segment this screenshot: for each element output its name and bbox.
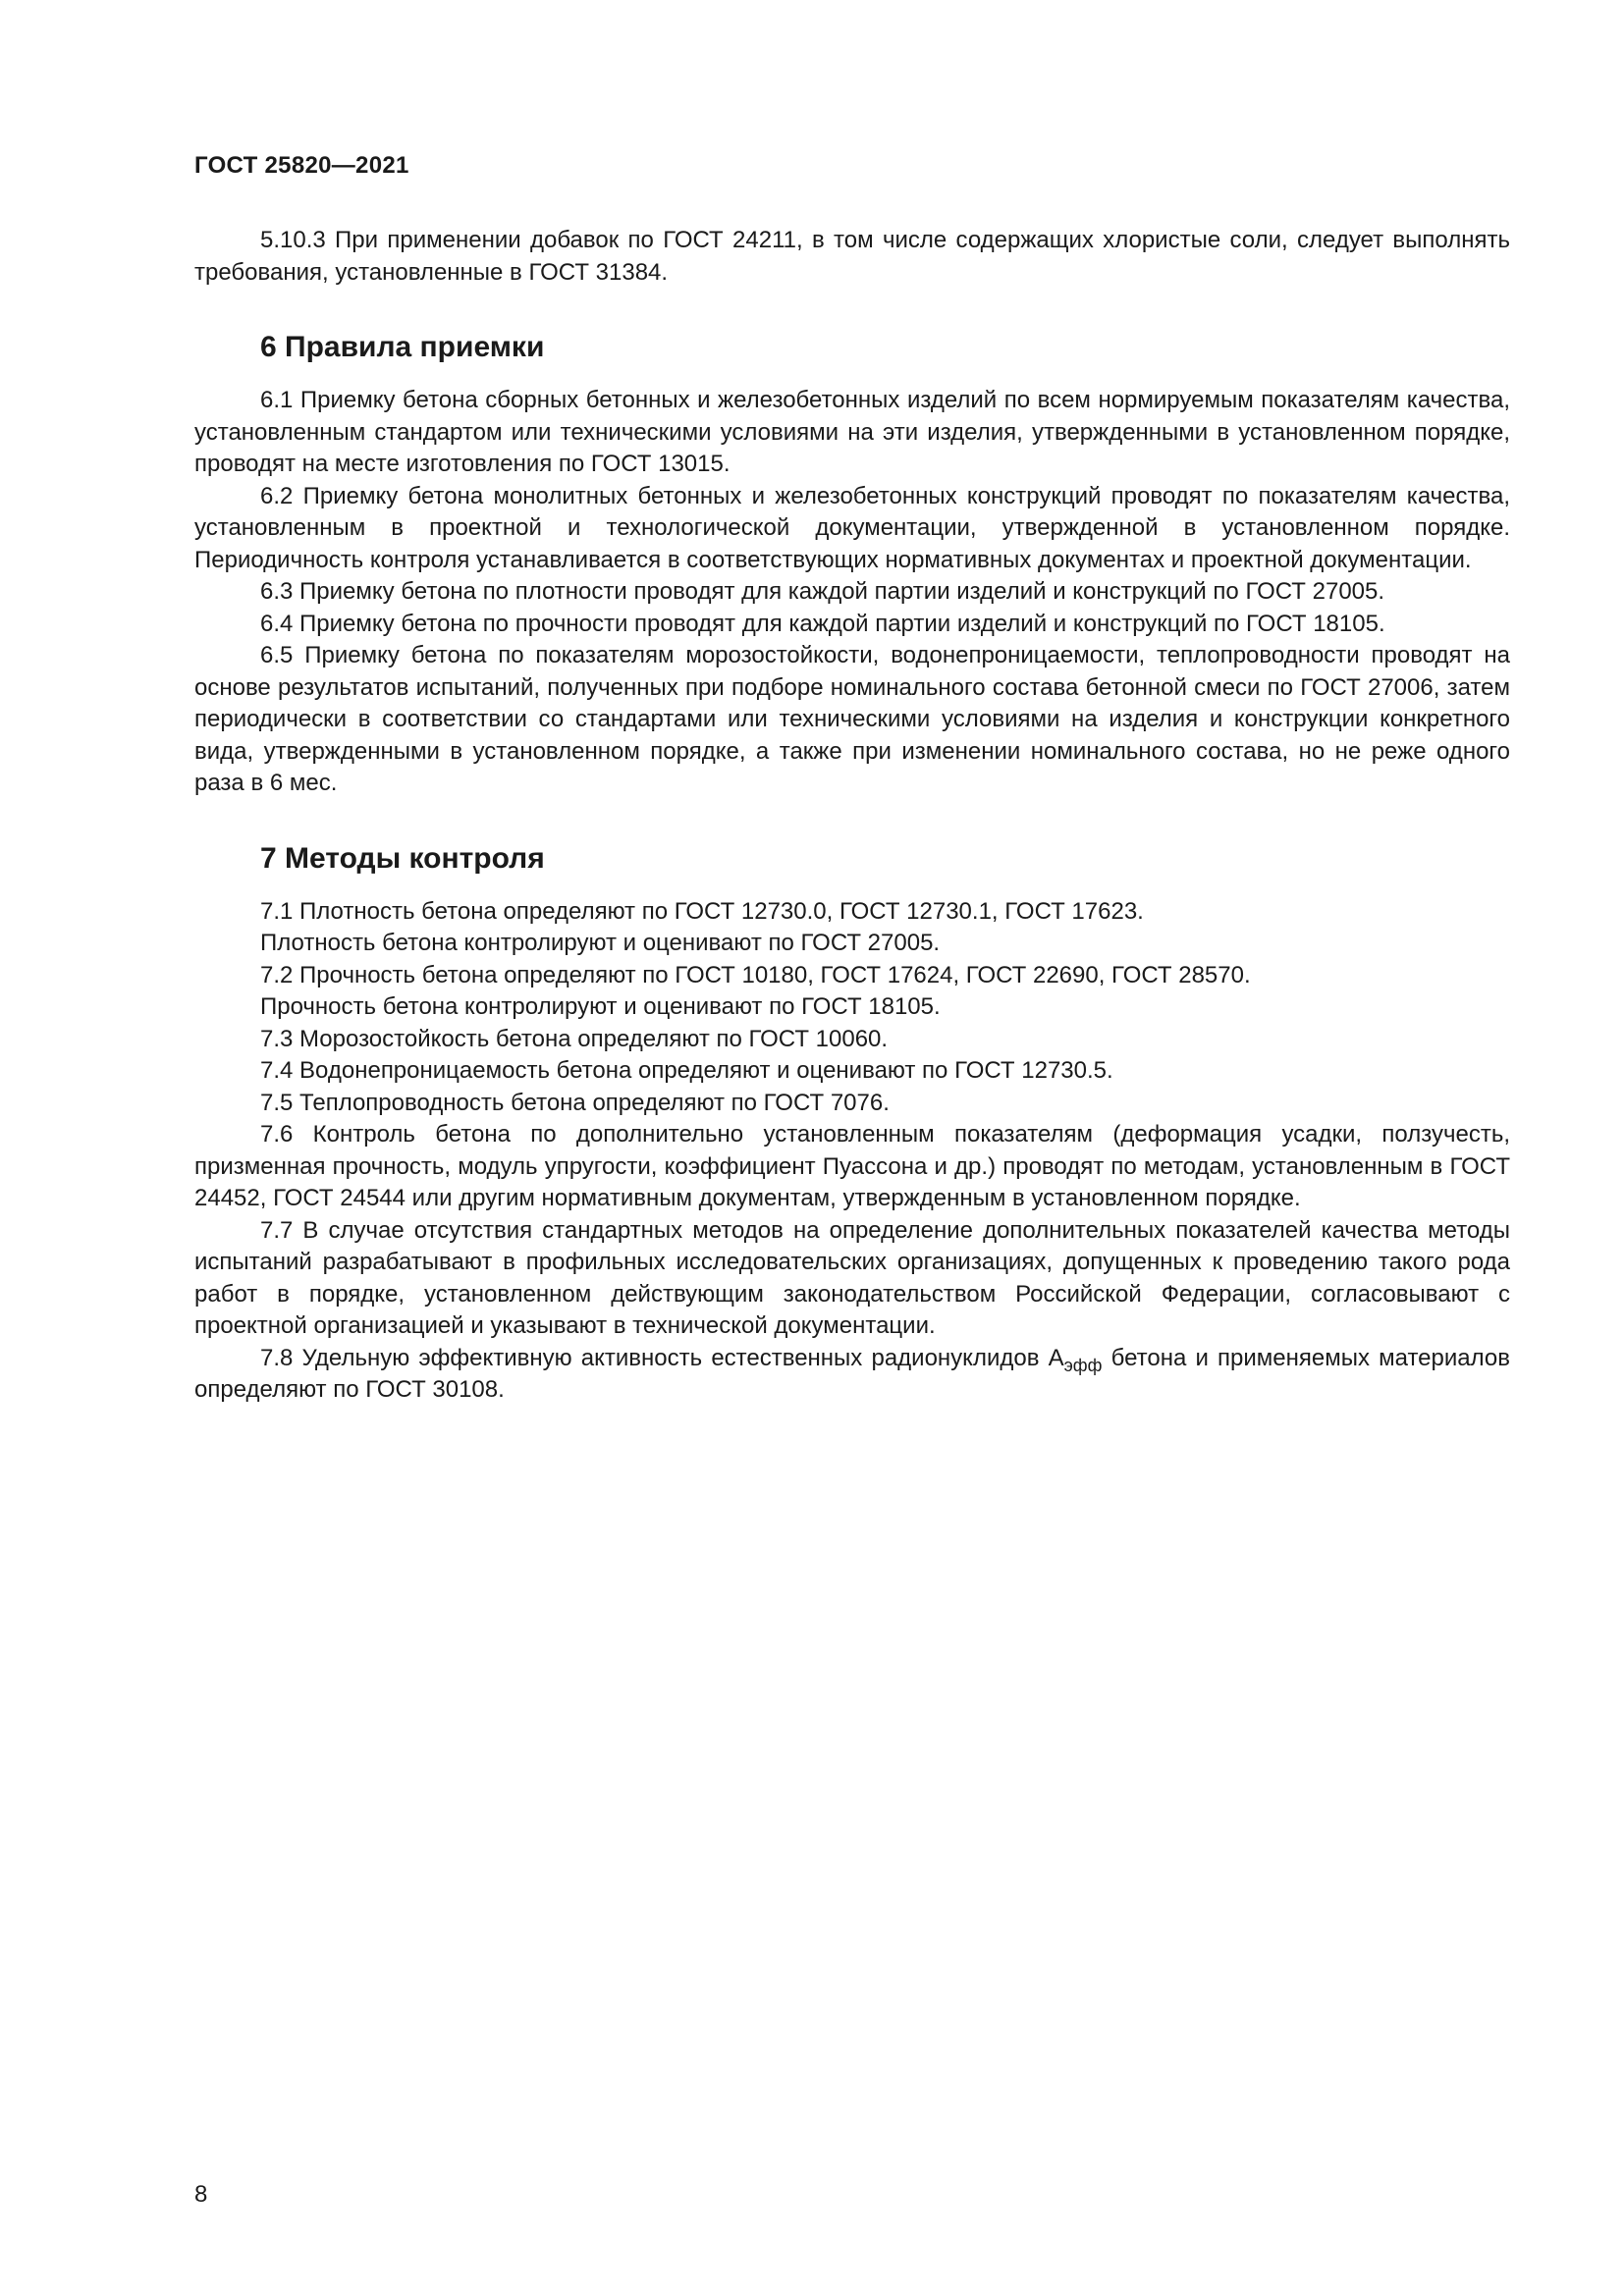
document-code-header: ГОСТ 25820—2021	[194, 152, 409, 179]
section-7-title: 7 Методы контроля	[260, 841, 545, 875]
paragraph-6-5: 6.5 Приемку бетона по показателям морозостойкости, водонепроницаемости, теплопроводности проводят на основе результатов испытаний, полученных при подборе номинального состава бетонной смеси по ГОСТ 27006, затем периодически в соответствии со стандартами или техническими условиями на изделия и конструкции конкретного вида, утвержденными в установленном порядке, а также при изменении номинального состава, но не реже одного раза в 6 мес.	[194, 642, 1510, 796]
paragraph-7-2-strength-control: Прочность бетона контролируют и оценивают по ГОСТ 18105.	[260, 993, 941, 1020]
section-6-title: 6 Правила приемки	[260, 331, 545, 363]
paragraph-7-4: 7.4 Водонепроницаемость бетона определяют и оценивают по ГОСТ 12730.5.	[260, 1057, 1113, 1084]
paragraph-6-3: 6.3 Приемку бетона по плотности проводят для каждой партии изделий и конструкций по ГОСТ 27005.	[260, 578, 1385, 605]
paragraph-7-6: 7.6 Контроль бетона по дополнительно установленным показателям (деформация усадки, ползучесть, призменная прочность, модуль упругости, коэффициент Пуассона и др.) проводят по методам, установленным в ГОСТ 24452, ГОСТ 24544 или другим нормативным документам, утвержденным в установленном порядке.	[194, 1121, 1510, 1211]
paragraph-7-8	[194, 1343, 1510, 1407]
paragraph-6-4: 6.4 Приемку бетона по прочности проводят для каждой партии изделий и конструкций по ГОСТ 18105.	[260, 610, 1385, 637]
section-6-body	[194, 385, 1510, 800]
paragraph-6-2: 6.2 Приемку бетона монолитных бетонных и железобетонных конструкций проводят по показателям качества, установленным в проектной и технологической документации, утвержденной в установленном порядке. Периодичность контроля устанавливается в соответствующих нормативных документах и проектной документации.	[194, 482, 1510, 573]
activity-subscript: эфф	[1063, 1355, 1103, 1375]
paragraph-7-3: 7.3 Морозостойкость бетона определяют по ГОСТ 10060.	[260, 1025, 889, 1052]
section-7-body	[194, 896, 1510, 1407]
paragraph-7-8-text-start: 7.8 Удельную эффективную активность естественных радионуклидов А	[260, 1344, 1064, 1371]
paragraph-7-2: 7.2 Прочность бетона определяют по ГОСТ 10180, ГОСТ 17624, ГОСТ 22690, ГОСТ 28570.	[260, 961, 1251, 988]
paragraph-7-8-text-end: бетона и применяемых материалов определяют по ГОСТ 30108.	[194, 1344, 1510, 1403]
paragraph-7-7: 7.7 В случае отсутствия стандартных методов на определение дополнительных показателей качества методы испытаний разрабатывают в профильных исследовательских организациях, допущенных к проведению такого рода работ в порядке, установленном действующим законодательством Российской Федерации, согласовывают с проектной организацией и указывают в технической документации.	[194, 1216, 1510, 1339]
paragraph-7-1-density-control: Плотность бетона контролируют и оценивают по ГОСТ 27005.	[260, 930, 941, 956]
paragraph-7-1: 7.1 Плотность бетона определяют по ГОСТ 12730.0, ГОСТ 12730.1, ГОСТ 17623.	[260, 897, 1144, 925]
page-number: 8	[194, 2181, 208, 2208]
paragraph-7-5: 7.5 Теплопроводность бетона определяют по ГОСТ 7076.	[260, 1089, 890, 1116]
paragraph-6-1: 6.1 Приемку бетона сборных бетонных и железобетонных изделий по всем нормируемым показателям качества, установленным стандартом или техническими условиями на эти изделия, утвержденными в установленном порядке, проводят на месте изготовления по ГОСТ 13015.	[194, 387, 1510, 477]
paragraph-5-10-3: 5.10.3 При применении добавок по ГОСТ 24211, в том числе содержащих хлористые соли, следует выполнять требования, установленные в ГОСТ 31384.	[194, 227, 1510, 286]
document-body	[194, 225, 1510, 1407]
